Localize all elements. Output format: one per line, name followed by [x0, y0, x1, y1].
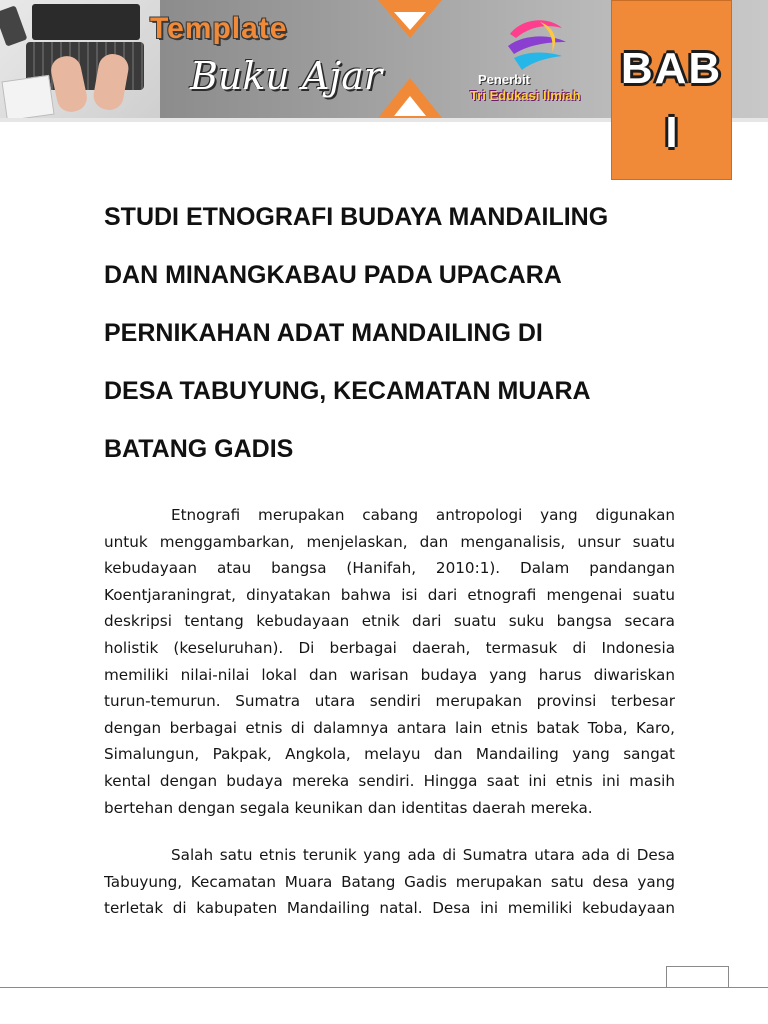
- footer-rule: [0, 987, 768, 988]
- paragraph-line: deskripsi tentang kebudayaan etnik dari suatu suku bangsa secara: [104, 612, 675, 631]
- chapter-number: I: [665, 108, 678, 157]
- paragraph-line: Etnografi merupakan cabang antropologi yang digunakan: [171, 506, 675, 524]
- paragraph-line: turun-temurun. Sumatra utara sendiri merupakan provinsi terbesar: [104, 692, 675, 711]
- paragraph-1: [104, 502, 675, 821]
- chapter-label: BAB: [620, 44, 723, 93]
- buku-ajar-script: Buku Ajar: [190, 54, 383, 98]
- triangle-up-inner-icon: [394, 96, 426, 116]
- triangle-down-inner-icon: [394, 12, 426, 30]
- laptop-screen-image: [32, 4, 140, 40]
- publisher-name: Tri Edukasi Ilmiah: [470, 88, 581, 103]
- paragraph-line: kental dengan budaya mereka sendiri. Hingga saat ini etnis ini masih: [104, 771, 675, 790]
- title-line: PERNIKAHAN ADAT MANDAILING DI: [104, 319, 543, 347]
- chapter-badge: [611, 0, 732, 180]
- title-line: STUDI ETNOGRAFI BUDAYA MANDAILING: [104, 203, 609, 231]
- paragraph-line: Tabuyung, Kecamatan Muara Batang Gadis merupakan satu desa yang: [104, 872, 675, 891]
- phone-image: [0, 5, 27, 46]
- paragraph-line: bertehan dengan segala keunikan dan identitas daerah mereka.: [104, 798, 593, 817]
- paragraph-line: untuk menggambarkan, menjelaskan, dan menganalisis, unsur suatu: [104, 532, 675, 551]
- page-number-tab: [666, 966, 729, 988]
- paragraph-line: Simalungun, Pakpak, Angkola, melayu dan Mandailing yang sangat: [104, 745, 675, 764]
- laptop-photo: [0, 0, 160, 120]
- paragraph-line: Koentjaraningrat, dinyatakan bahwa isi dari etnografi mengenai suatu: [104, 585, 675, 604]
- template-label: Template: [150, 12, 288, 45]
- notebook-image: [1, 75, 54, 120]
- title-line: DAN MINANGKABAU PADA UPACARA: [104, 261, 562, 289]
- paragraph-line: dengan berbagai etnis di dalamnya antara lain etnis batak Toba, Karo,: [104, 718, 675, 737]
- title-line: DESA TABUYUNG, KECAMATAN MUARA: [104, 377, 591, 405]
- publisher-label: Penerbit: [478, 72, 531, 87]
- chapter-title: [104, 196, 694, 486]
- paragraph-line: terletak di kabupaten Mandailing natal. Desa ini memiliki kebudayaan: [104, 899, 675, 918]
- paragraph-2: [104, 842, 675, 922]
- paragraph-line: holistik (keseluruhan). Di berbagai daerah, termasuk di Indonesia: [104, 638, 675, 657]
- paragraph-line: kebudayaan atau bangsa (Hanifah, 2010:1). Dalam pandangan: [104, 559, 675, 578]
- paragraph-line: memiliki nilai-nilai lokal dan warisan budaya yang harus diwariskan: [104, 665, 675, 684]
- paragraph-line: Salah satu etnis terunik yang ada di Sumatra utara ada di Desa: [171, 846, 675, 864]
- title-line: BATANG GADIS: [104, 435, 294, 463]
- publisher-logo-icon: [500, 12, 570, 72]
